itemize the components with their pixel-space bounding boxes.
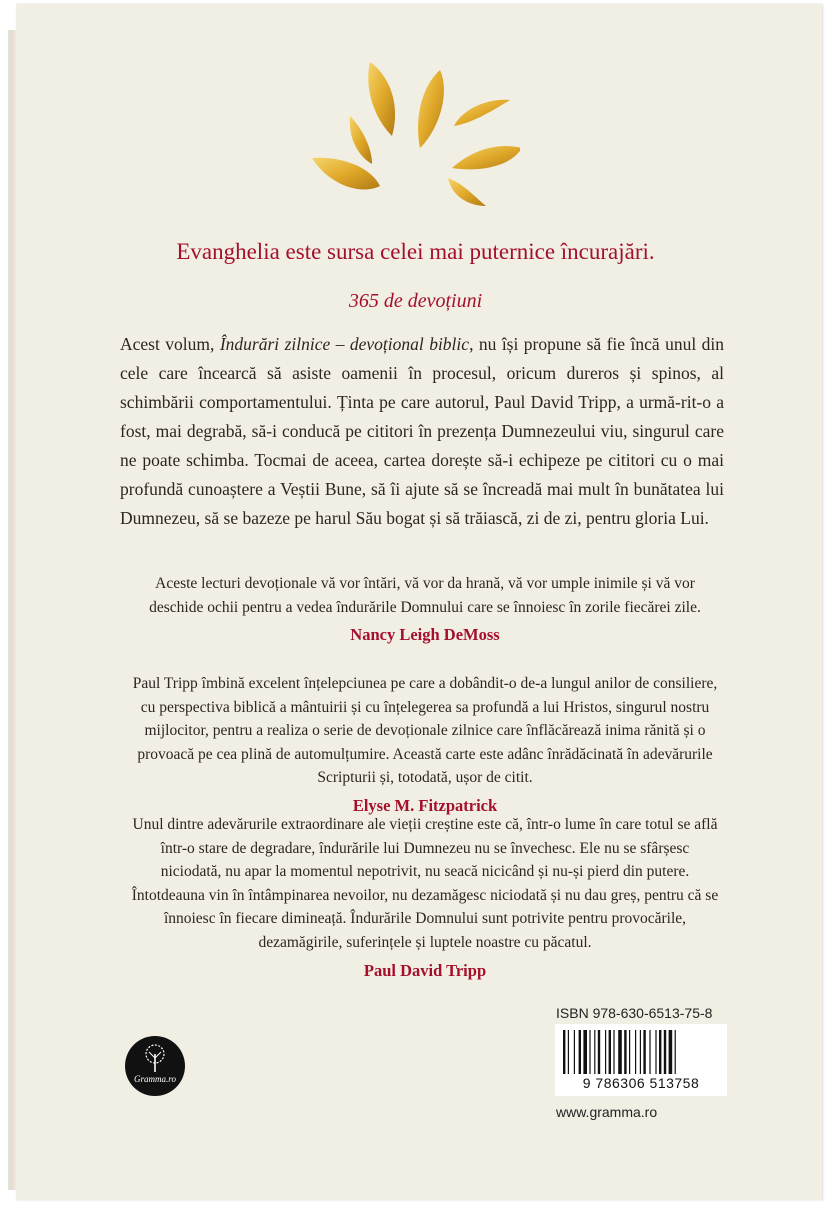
barcode-bar xyxy=(618,1030,622,1074)
barcode-bar xyxy=(624,1030,626,1074)
barcode-bar xyxy=(659,1030,661,1074)
barcode-bar xyxy=(563,1030,565,1074)
endorsement-quote xyxy=(130,813,720,982)
tagline: Evanghelia este sursa celei mai puternice încurajări. xyxy=(176,239,655,264)
description-rest: , nu își propune să fie încă unul din cele care încearcă să asiste oamenii în procesul, oricum dureros și spinos, al schimbării comportamentului. Ținta pe care autorul, Paul David Tripp, a urmă-rit-o a fost, mai degrabă, să-i conducă pe cititori în prezența Dumnezeului viu, singurul care ne poate schimba. Tocmai de aceea, cartea dorește să-i echipeze pe cititori cu o mai profundă cunoaștere a Veștii Bune, să îi ajute să se încreadă mai mult în bunătatea lui Dumnezeu, să se bazeze pe harul Său bogat și să trăiască, zi de zi, pentru gloria Lui. xyxy=(120,334,724,528)
barcode-bar xyxy=(643,1030,645,1074)
subtitle: 365 de devoțiuni xyxy=(348,290,483,312)
barcode-bar xyxy=(605,1030,606,1074)
book-title-italic: Îndurări zilnice – devoțional biblic xyxy=(219,334,470,354)
quote-text: Aceste lecturi devoționale vă vor întări, vă vor da hrană, vă vor umple inimile și vă vor deschide ochii pentru a vedea îndurările Domnului care se înnoiesc în zorile fiecărei zile. xyxy=(149,575,701,616)
barcode-bar xyxy=(583,1030,587,1074)
barcode-bar xyxy=(635,1030,636,1074)
barcode-bar xyxy=(675,1030,676,1074)
barcode-bars xyxy=(561,1030,721,1074)
barcode-bar xyxy=(589,1030,590,1074)
quote-text: Unul dintre adevărurile extraordinare ale vieții creștine este că, într-o lume în care totul se află într-o stare de degradare, îndurările lui Dumnezeu nu se învechesc. Ele nu se sfârșesc niciodată, nu apar la momentul nepotrivit, nu seacă nicicând și nu-și pierd din putere. Întotdeauna vin în întâmpinarea nevoilor, nu dezamăgesc niciodată și nu dau greș, pentru că se înnoiesc în fiecare dimineață. Îndurările Domnului sunt potrivite pentru provocările, dezamăgirile, suferințele și luptele noastre cu păcatul. xyxy=(131,816,719,951)
barcode-bar xyxy=(655,1030,656,1074)
publisher-name: Gramma.ro xyxy=(134,1074,176,1084)
quote-text: Paul Tripp îmbină excelent înțelepciunea pe care a dobândit-o de-a lungul anilor de consiliere, cu perspectiva biblică a mântuirii și cu înțelegerea sa profundă a lui Hristos, singurul nostru mijlocitor, pentru a realiza o serie de devoționale zilnice care înflăcărează inima rănită și o provoacă pe cea plină de automulțumire. Această carte este adânc înrădăcinată în adevărurile Scripturii și, totodată, ușor de citit. xyxy=(132,675,718,787)
website-link: www.gramma.ro xyxy=(556,1104,658,1120)
barcode-bar xyxy=(594,1030,595,1074)
publisher-logo xyxy=(125,1036,185,1096)
endorsement-quote xyxy=(130,572,720,647)
barcode-bar xyxy=(598,1030,600,1074)
quote-author: Paul David Tripp xyxy=(363,960,487,980)
barcode-bar xyxy=(613,1030,614,1074)
quote-author: Elyse M. Fitzpatrick xyxy=(352,795,498,815)
barcode-digits: 9 786306 513758 xyxy=(582,1075,700,1091)
barcode xyxy=(555,1024,727,1096)
description-prefix: Acest volum, xyxy=(120,334,220,354)
barcode-bar xyxy=(579,1030,581,1074)
golden-leaves-icon xyxy=(300,56,520,216)
barcode-bar xyxy=(568,1030,569,1074)
barcode-bar xyxy=(669,1030,673,1074)
tree-icon xyxy=(142,1044,168,1074)
endorsement-quote xyxy=(130,672,720,818)
barcode-bar xyxy=(574,1030,575,1074)
barcode-bar xyxy=(664,1030,666,1074)
quote-author: Nancy Leigh DeMoss xyxy=(350,625,500,645)
description-paragraph xyxy=(120,330,724,533)
isbn-label: ISBN 978-630-6513-75-8 xyxy=(556,1005,713,1021)
barcode-bar xyxy=(629,1030,630,1074)
barcode-bar xyxy=(609,1030,611,1074)
barcode-bar xyxy=(649,1030,650,1074)
barcode-bar xyxy=(640,1030,641,1074)
